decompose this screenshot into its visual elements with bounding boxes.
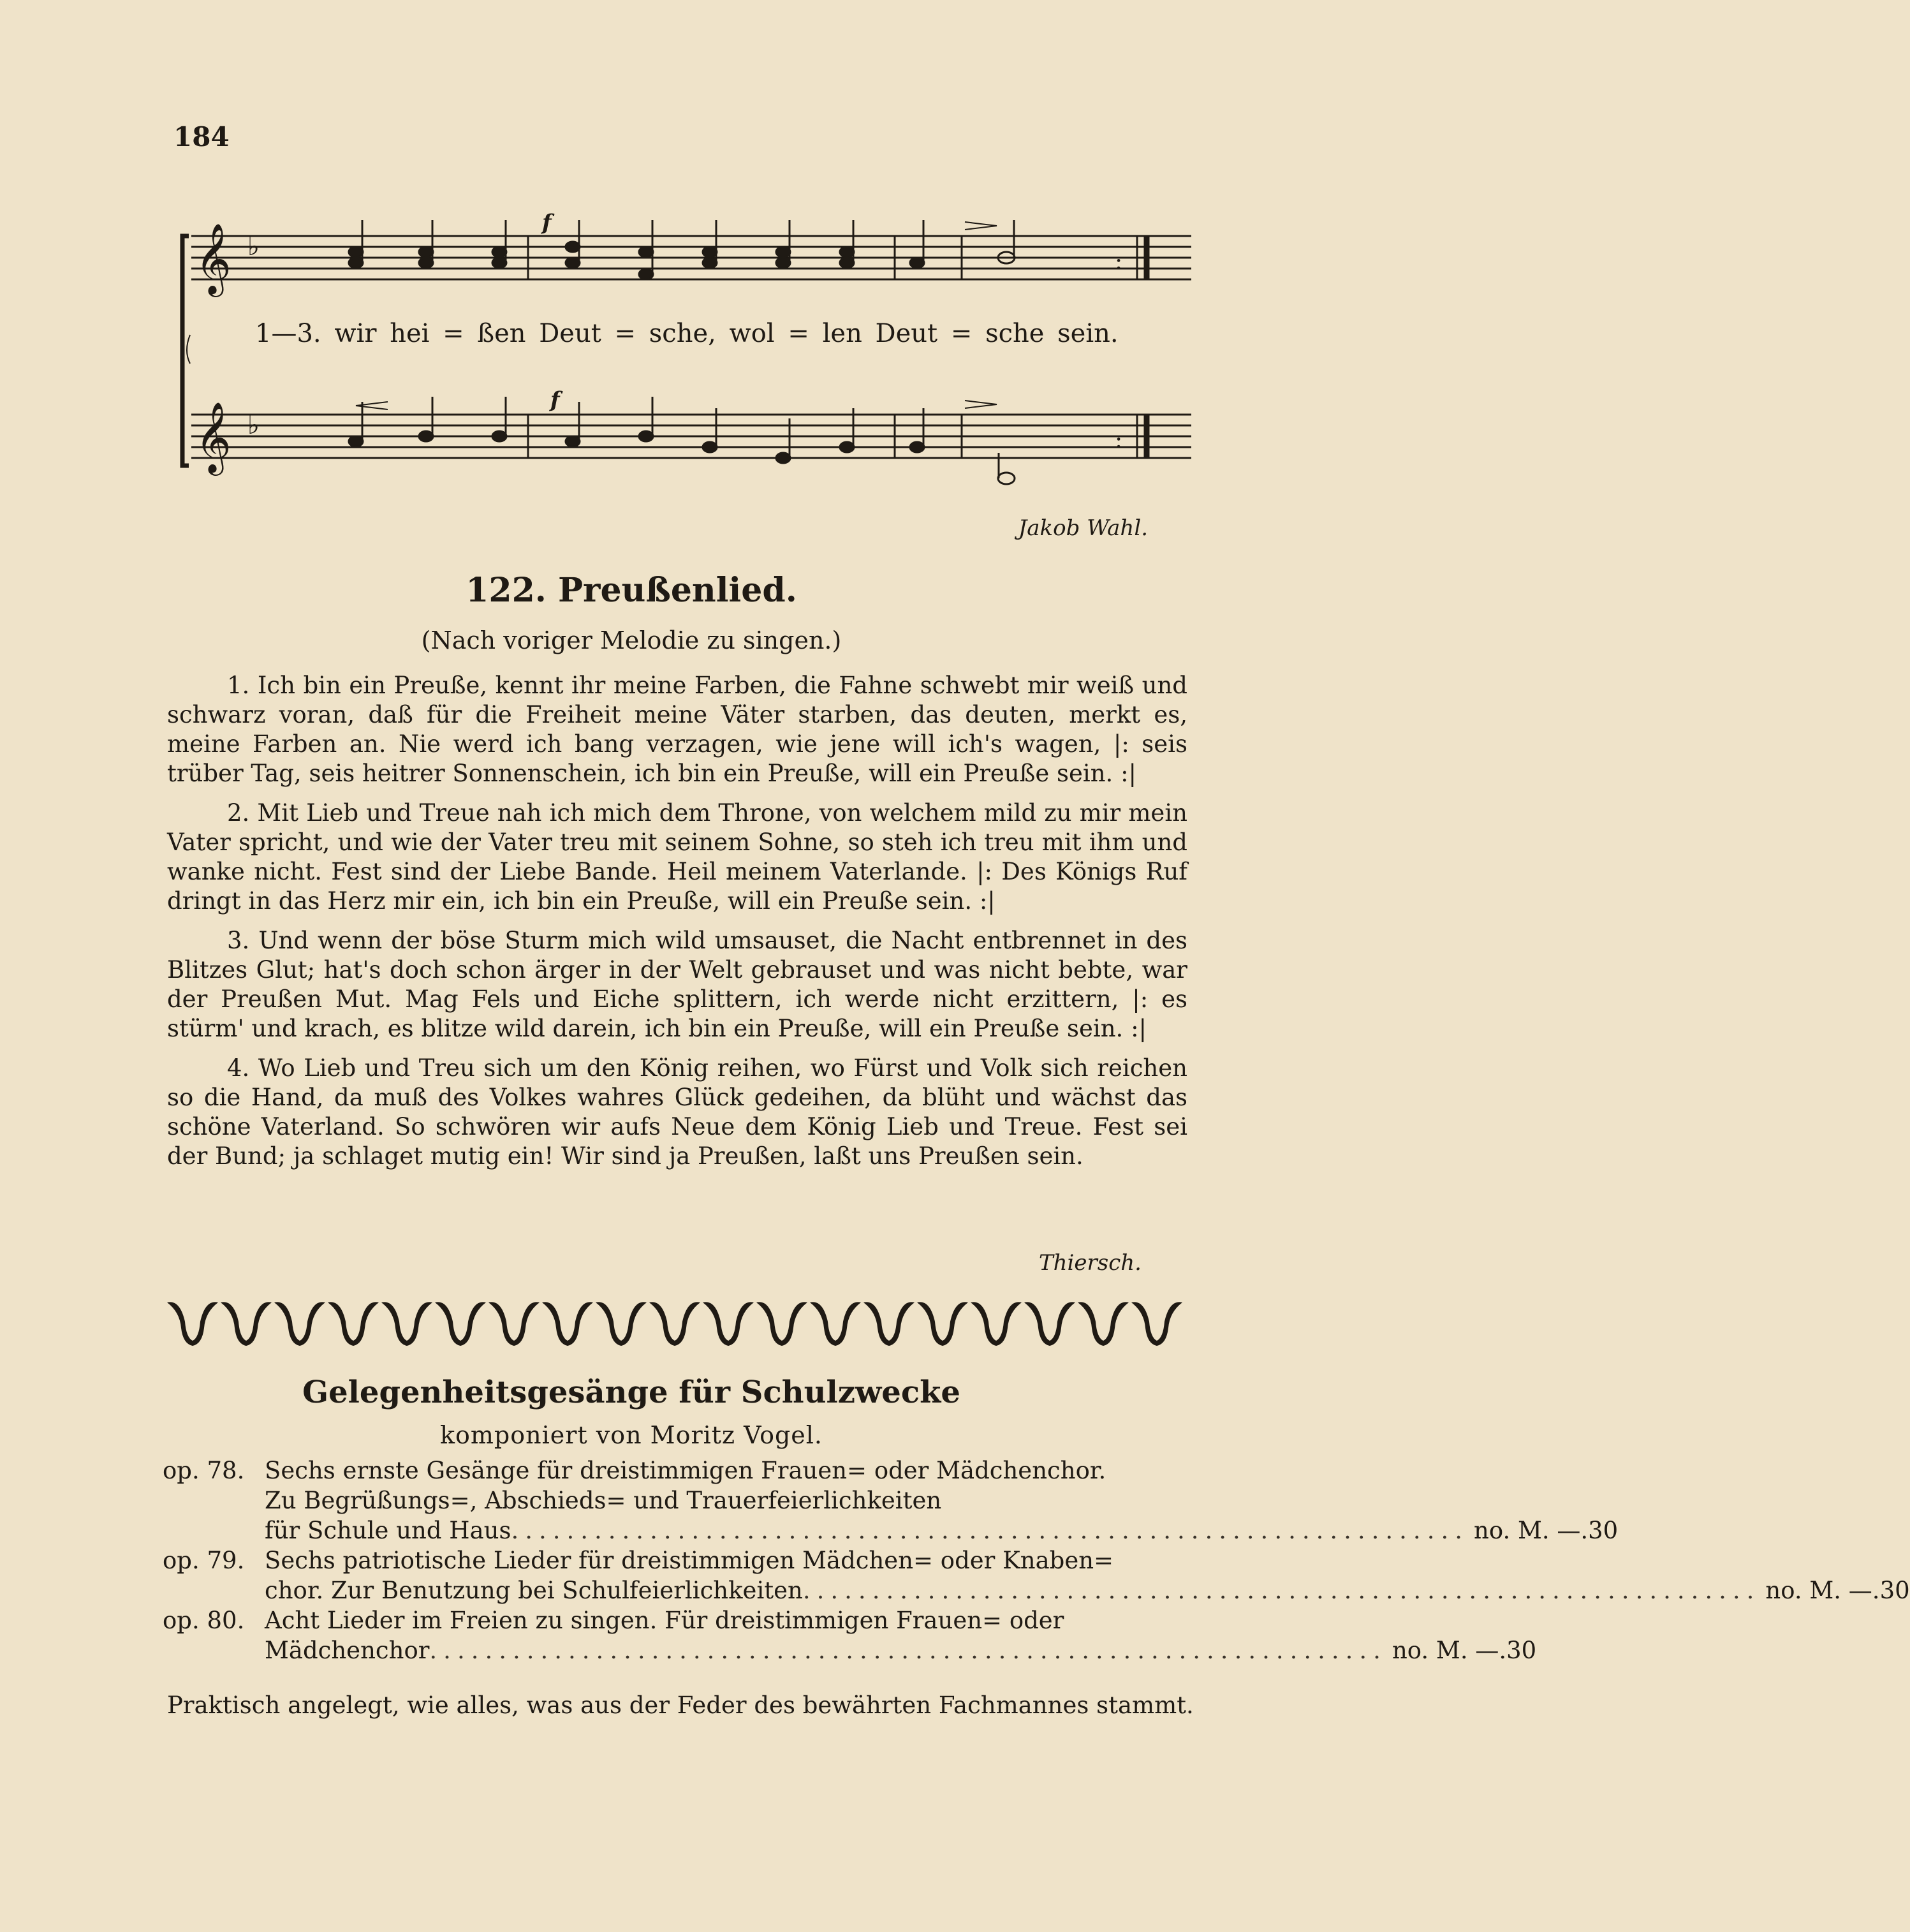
svg-text::: :: [1115, 249, 1123, 275]
entry-price: no. M. —.30: [1473, 1517, 1619, 1544]
ornament-motif: [596, 1302, 647, 1346]
composer-credit: Jakob Wahl.: [1018, 515, 1148, 541]
entry-text: Mädchenchor: [265, 1637, 430, 1664]
svg-text:𝄞: 𝄞: [195, 223, 231, 294]
entry-body: [265, 1605, 1536, 1665]
song-title: 122. Preußenlied.: [466, 571, 797, 610]
svg-text::: :: [1115, 427, 1123, 454]
svg-text:f: f: [542, 210, 552, 235]
ornament-motif: [917, 1302, 968, 1346]
entry-price: no. M. —.30: [1765, 1577, 1910, 1604]
lyric-line: 1—3. wir hei = ßen Deut = sche, wol = len Deut = sche sein.: [255, 319, 1119, 348]
page-number: 184: [173, 121, 230, 152]
entry-line: Sechs patriotische Lieder für dreistimmigen Mädchen= oder Knaben=: [265, 1547, 1114, 1574]
entry-op78: [163, 1456, 1619, 1545]
entry-text: chor. Zur Benutzung bei Schulfeierlichkeiten: [265, 1577, 803, 1604]
verse-4: 4. Wo Lieb und Treu sich um den König reihen, wo Fürst und Volk sich reichen so die Hand, da muß des Volkes wahres Glück gedeihen, da blüht und wächst das schöne Vaterland. So schwören wir aufs Neue dem König Lieb und Treue. Fest sei der Bund; ja schlaget mutig ein! Wir sind ja Preußen, laßt uns Preußen sein.: [167, 1054, 1187, 1170]
entry-op80: [163, 1605, 1537, 1665]
ornament-motif: [381, 1302, 432, 1346]
ornament-motif: [1024, 1302, 1075, 1346]
ornament-motif: [274, 1302, 325, 1346]
ornament-motif: [328, 1302, 379, 1346]
entry-line: Acht Lieder im Freien zu singen. Für dreistimmigen Frauen= oder: [265, 1607, 1064, 1634]
verse-2: 2. Mit Lieb und Treue nah ich mich dem Throne, von welchem mild zu mir mein Vater spricht, und wie der Vater treu mit seinem Sohne, so steh ich treu mit ihm und wanke nicht. Fest sind der Liebe Bande. Heil meinem Vaterlande. |: Des Königs Ruf dringt in das Herz mir ein, ich bin ein Preuße, will ein Preuße sein. :|: [167, 799, 1187, 915]
ornament-divider: [167, 1296, 1187, 1347]
leader-dots: .....................................................................: [511, 1517, 1469, 1544]
leader-dots: .....................................................................: [429, 1637, 1387, 1664]
entry-line: Sechs ernste Gesänge für dreistimmigen Frauen= oder Mädchenchor.: [265, 1457, 1106, 1484]
entry-line-with-price: [265, 1635, 1536, 1665]
advert-title: Gelegenheitsgesänge für Schulzwecke: [302, 1375, 960, 1410]
ornament-motif: [435, 1302, 486, 1346]
entry-op79: [163, 1545, 1910, 1605]
lyricist-credit: Thiersch.: [1038, 1250, 1142, 1276]
entry-line: Zu Begrüßungs=, Abschieds= und Trauerfeierlichkeiten: [265, 1487, 942, 1514]
advert-subtitle: komponiert von Moritz Vogel.: [439, 1421, 823, 1449]
ornament-motif: [221, 1302, 272, 1346]
ornament-motif: [542, 1302, 593, 1346]
entry-opus-number: op. 80.: [163, 1607, 245, 1634]
advert-summary: Praktisch angelegt, wie alles, was aus der Feder des bewährten Fachmannes stammt.: [167, 1692, 1194, 1719]
advert-entries: [163, 1456, 1910, 1665]
verses: [167, 671, 1187, 1181]
ornament-motif: [489, 1302, 540, 1346]
ornament-motif: [703, 1302, 754, 1346]
svg-text:𝄞: 𝄞: [195, 401, 231, 473]
entry-opus-number: op. 79.: [163, 1547, 245, 1574]
svg-text:f: f: [550, 387, 560, 413]
leader-dots: .....................................................................: [802, 1577, 1761, 1604]
ornament-motif: [863, 1302, 915, 1346]
entry-line-with-price: [265, 1575, 1910, 1605]
song-subtitle: (Nach voriger Melodie zu singen.): [421, 626, 842, 654]
entry-body: [265, 1545, 1910, 1605]
entry-body: [265, 1456, 1618, 1545]
svg-text:♭: ♭: [247, 411, 260, 440]
verse-1: 1. Ich bin ein Preuße, kennt ihr meine Farben, die Fahne schwebt mir weiß und schwarz voran, daß für die Freiheit meine Väter starben, das deuten, merkt es, meine Farben an. Nie werd ich bang verzagen, wie jene will ich's wagen, |: seis trüber Tag, seis heitrer Sonnenschein, ich bin ein Preuße, will ein Preuße sein. :|: [167, 672, 1187, 787]
ornament-motif: [649, 1302, 700, 1346]
ornament-motif: [756, 1302, 807, 1346]
ornament-motif: [167, 1302, 218, 1346]
svg-text:♭: ♭: [247, 232, 260, 262]
ornament-motif: [971, 1302, 1022, 1346]
entry-opus-number: op. 78.: [163, 1457, 245, 1484]
entry-text: für Schule und Haus: [265, 1517, 511, 1544]
ornament-motif: [1078, 1302, 1129, 1346]
entry-price: no. M. —.30: [1392, 1637, 1537, 1664]
music-score: [177, 210, 1198, 510]
ornament-motif: [810, 1302, 861, 1346]
verse-3: 3. Und wenn der böse Sturm mich wild umsauset, die Nacht entbrennet in des Blitzes Glut; hat's doch schon ärger in der Welt gebrauset und was nicht bebte, war der Preußen Mut. Mag Fels und Eiche splittern, ich werde nicht erzittern, |: es stürm' und krach, es blitze wild darein, ich bin ein Preuße, will ein Preuße sein. :|: [167, 927, 1187, 1042]
entry-line-with-price: [265, 1515, 1618, 1545]
ornament-motif: [1131, 1302, 1182, 1346]
